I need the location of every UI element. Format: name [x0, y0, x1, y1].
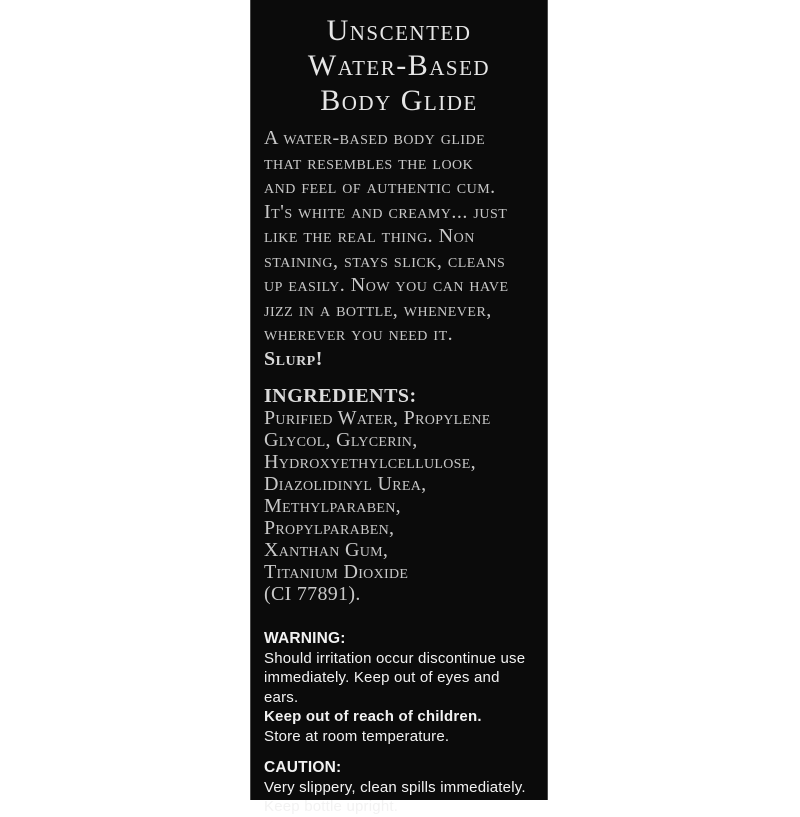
warning-heading: WARNING:: [264, 630, 346, 647]
ingredients-section: [264, 385, 534, 605]
caution-line: Very slippery, clean spills immediately.: [264, 778, 526, 796]
warning-line: immediately. Keep out of eyes and ears.: [264, 669, 500, 706]
product-title-line: Unscented: [326, 14, 472, 47]
product-description: [264, 126, 534, 371]
warning-line: Store at room temperature.: [264, 727, 450, 745]
ingredients-line: Hydroxyethylcellulose,: [264, 451, 476, 473]
warning-line: Should irritation occur discontinue use: [264, 649, 526, 667]
product-title-line: Water-Based: [307, 49, 491, 82]
description-slurp-line: Slurp!: [264, 347, 323, 370]
ingredients-line: Diazolidinyl Urea,: [264, 473, 427, 495]
ingredients-line: Propylparaben,: [264, 517, 395, 539]
ingredients-line: Methylparaben,: [264, 495, 401, 517]
product-label: [250, 0, 548, 815]
caution-line: Keep bottle upright.: [264, 798, 399, 815]
ingredients-line: Xanthan Gum,: [264, 539, 389, 561]
description-line: It's white and creamy... just: [264, 200, 508, 223]
description-line: like the real thing. Non: [264, 225, 475, 247]
warning-children-line: Keep out of reach of children.: [264, 708, 482, 725]
caution-section: [264, 758, 534, 817]
description-line: that resembles the look: [264, 151, 474, 174]
description-line: wherever you need it.: [264, 323, 454, 345]
ingredients-line: Titanium Dioxide: [264, 561, 409, 583]
ingredients-line: (CI 77891).: [264, 583, 361, 605]
product-title: [264, 13, 534, 118]
description-line: up easily. Now you can have: [264, 274, 509, 296]
description-line: jizz in a bottle, whenever,: [264, 298, 492, 321]
product-title-line: Body Glide: [320, 84, 478, 117]
description-line: and feel of authentic cum.: [264, 176, 496, 198]
description-line: A water-based body glide: [264, 127, 486, 149]
warning-section: [264, 629, 534, 746]
ingredients-heading: INGREDIENTS:: [264, 385, 417, 407]
ingredients-line: Purified Water, Propylene: [264, 407, 491, 429]
ingredients-line: Glycol, Glycerin,: [264, 429, 418, 451]
caution-heading: CAUTION:: [264, 759, 342, 776]
description-line: staining, stays slick, cleans: [264, 249, 506, 272]
